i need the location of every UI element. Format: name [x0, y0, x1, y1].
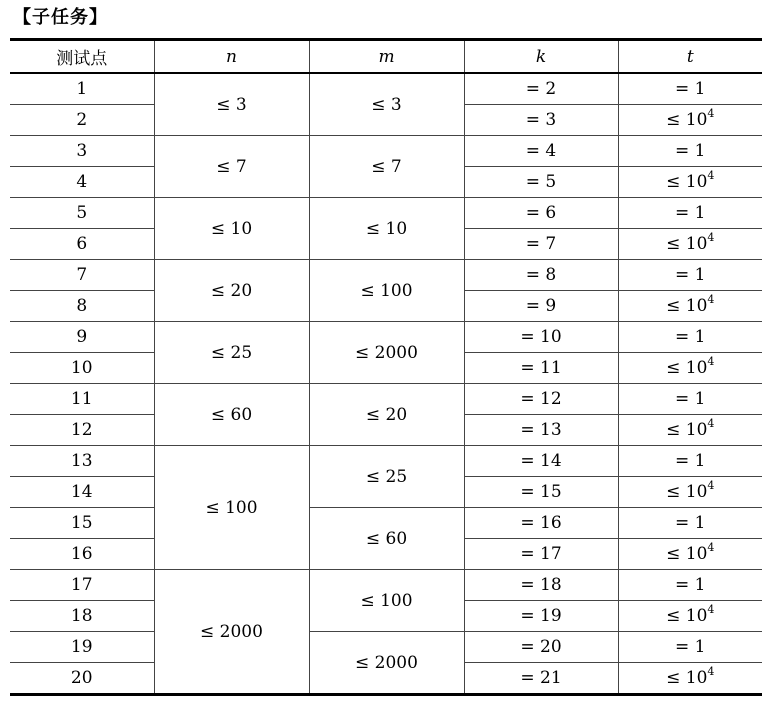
t-exponent: 4: [707, 417, 715, 431]
t-base: ≤ 10: [666, 172, 708, 192]
n-cell: ≤ 60: [154, 384, 309, 446]
t-cell: = 1: [618, 73, 762, 105]
k-cell: = 21: [464, 663, 618, 695]
t-cell: [618, 353, 762, 384]
testpoint-cell: 13: [10, 446, 154, 477]
t-base: ≤ 10: [666, 296, 708, 316]
t-cell: [618, 105, 762, 136]
testpoint-cell: 4: [10, 167, 154, 198]
t-cell: = 1: [618, 136, 762, 167]
k-cell: = 7: [464, 229, 618, 260]
k-cell: = 17: [464, 539, 618, 570]
testpoint-cell: 12: [10, 415, 154, 446]
testpoint-cell: 9: [10, 322, 154, 353]
header-t: t: [618, 40, 762, 74]
testpoint-cell: 10: [10, 353, 154, 384]
k-cell: = 19: [464, 601, 618, 632]
t-base: ≤ 10: [666, 234, 708, 254]
testpoint-cell: 18: [10, 601, 154, 632]
m-cell: ≤ 100: [309, 260, 464, 322]
header-m: m: [309, 40, 464, 74]
header-n: n: [154, 40, 309, 74]
t-cell: = 1: [618, 198, 762, 229]
k-cell: = 6: [464, 198, 618, 229]
k-cell: = 10: [464, 322, 618, 353]
n-cell: ≤ 2000: [154, 570, 309, 695]
t-cell: = 1: [618, 570, 762, 601]
testpoint-cell: 1: [10, 73, 154, 105]
table-row: [10, 384, 762, 415]
table-row: [10, 508, 762, 539]
k-cell: = 14: [464, 446, 618, 477]
n-cell: ≤ 10: [154, 198, 309, 260]
t-base: ≤ 10: [666, 668, 708, 688]
k-cell: = 20: [464, 632, 618, 663]
t-cell: = 1: [618, 260, 762, 291]
subtask-table: [10, 38, 762, 696]
k-cell: = 16: [464, 508, 618, 539]
testpoint-cell: 3: [10, 136, 154, 167]
t-base: ≤ 10: [666, 606, 708, 626]
table-row: [10, 136, 762, 167]
table-row: [10, 632, 762, 663]
k-cell: = 3: [464, 105, 618, 136]
t-base: ≤ 10: [666, 544, 708, 564]
t-exponent: 4: [707, 603, 715, 617]
testpoint-cell: 11: [10, 384, 154, 415]
n-cell: ≤ 100: [154, 446, 309, 570]
m-cell: ≤ 2000: [309, 632, 464, 695]
k-cell: = 4: [464, 136, 618, 167]
testpoint-cell: 2: [10, 105, 154, 136]
t-cell: = 1: [618, 508, 762, 539]
table-row: [10, 322, 762, 353]
t-exponent: 4: [707, 541, 715, 555]
k-cell: = 18: [464, 570, 618, 601]
k-cell: = 13: [464, 415, 618, 446]
t-base: ≤ 10: [666, 482, 708, 502]
testpoint-cell: 16: [10, 539, 154, 570]
testpoint-cell: 6: [10, 229, 154, 260]
k-cell: = 12: [464, 384, 618, 415]
table-row: [10, 73, 762, 105]
k-cell: = 11: [464, 353, 618, 384]
header-row: [10, 40, 762, 74]
t-exponent: 4: [707, 665, 715, 679]
k-cell: = 8: [464, 260, 618, 291]
header-k: k: [464, 40, 618, 74]
testpoint-cell: 17: [10, 570, 154, 601]
n-cell: ≤ 3: [154, 73, 309, 136]
m-cell: ≤ 20: [309, 384, 464, 446]
t-base: ≤ 10: [666, 420, 708, 440]
k-cell: = 5: [464, 167, 618, 198]
m-cell: ≤ 3: [309, 73, 464, 136]
table-row: [10, 570, 762, 601]
testpoint-cell: 19: [10, 632, 154, 663]
k-cell: = 9: [464, 291, 618, 322]
t-cell: [618, 415, 762, 446]
table-row: [10, 446, 762, 477]
t-cell: [618, 663, 762, 695]
m-cell: ≤ 60: [309, 508, 464, 570]
m-cell: ≤ 2000: [309, 322, 464, 384]
m-cell: ≤ 7: [309, 136, 464, 198]
table-row: [10, 198, 762, 229]
t-exponent: 4: [707, 107, 715, 121]
testpoint-cell: 15: [10, 508, 154, 539]
t-exponent: 4: [707, 355, 715, 369]
testpoint-cell: 14: [10, 477, 154, 508]
t-exponent: 4: [707, 293, 715, 307]
t-exponent: 4: [707, 479, 715, 493]
n-cell: ≤ 7: [154, 136, 309, 198]
t-exponent: 4: [707, 169, 715, 183]
k-cell: = 2: [464, 73, 618, 105]
t-cell: [618, 229, 762, 260]
section-heading: 【子任务】: [13, 7, 108, 28]
subtask-table-container: [10, 38, 762, 696]
m-cell: ≤ 25: [309, 446, 464, 508]
t-cell: = 1: [618, 632, 762, 663]
header-testpoint: 测试点: [10, 40, 154, 74]
testpoint-cell: 5: [10, 198, 154, 229]
t-cell: [618, 477, 762, 508]
m-cell: ≤ 100: [309, 570, 464, 632]
t-base: ≤ 10: [666, 110, 708, 130]
testpoint-cell: 7: [10, 260, 154, 291]
t-cell: [618, 291, 762, 322]
t-cell: [618, 601, 762, 632]
t-cell: = 1: [618, 322, 762, 353]
testpoint-cell: 20: [10, 663, 154, 695]
t-cell: = 1: [618, 446, 762, 477]
t-exponent: 4: [707, 231, 715, 245]
n-cell: ≤ 20: [154, 260, 309, 322]
t-cell: = 1: [618, 384, 762, 415]
table-row: [10, 260, 762, 291]
t-base: ≤ 10: [666, 358, 708, 378]
n-cell: ≤ 25: [154, 322, 309, 384]
t-cell: [618, 167, 762, 198]
testpoint-cell: 8: [10, 291, 154, 322]
m-cell: ≤ 10: [309, 198, 464, 260]
t-cell: [618, 539, 762, 570]
k-cell: = 15: [464, 477, 618, 508]
